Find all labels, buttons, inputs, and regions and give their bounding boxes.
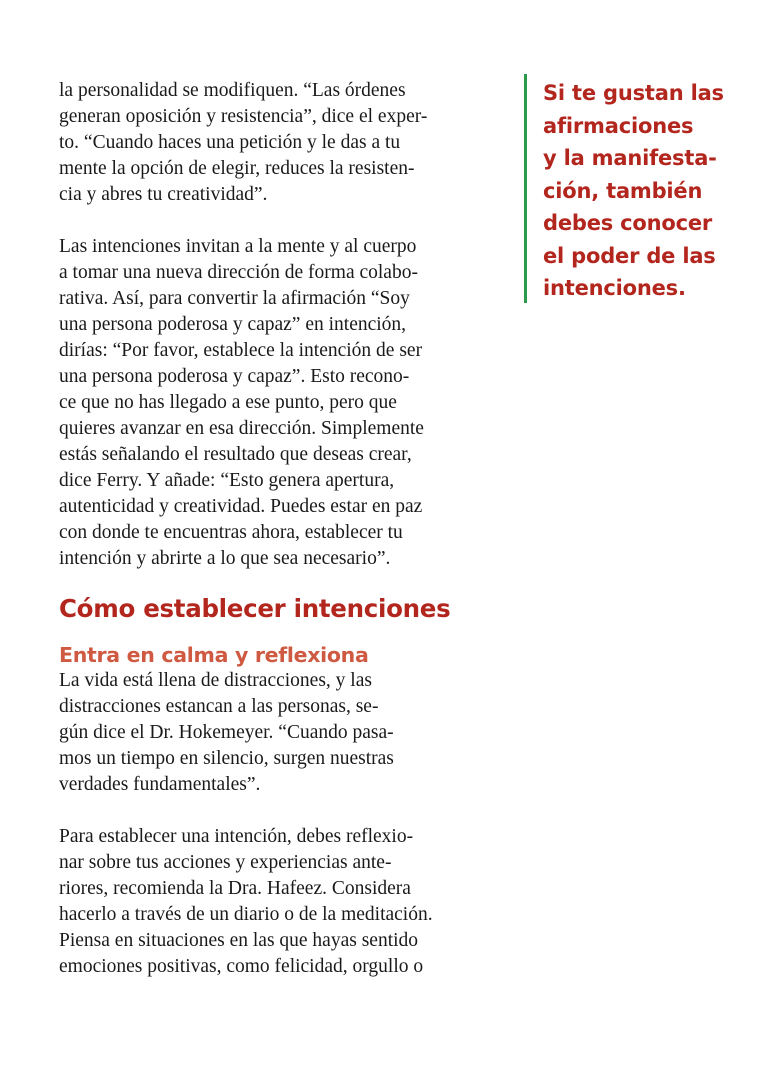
pull-quote: Si te gustan las afirmaciones y la manifesta- ción, también debes conocer el poder de las intenciones. bbox=[543, 81, 724, 300]
pull-quote-sidebar bbox=[524, 74, 747, 303]
section-heading: Cómo establecer intenciones bbox=[59, 594, 451, 623]
body-paragraph-3: La vida está llena de distracciones, y las distracciones estancan a las personas, se- gún dice el Dr. Hokemeyer. “Cuando pasa- mos un tiempo en silencio, surgen nuestras verdades fundamentales”. bbox=[59, 670, 394, 795]
article-body bbox=[59, 78, 501, 980]
body-paragraph-2: Las intenciones invitan a la mente y al cuerpo a tomar una nueva dirección de forma colabo- rativa. Así, para convertir la afirmación “Soy una persona poderosa y capaz” en intención, dirías: “Por favor, establece la intención de ser una persona poderosa y capaz”. Esto recono- ce que no has llegado a ese punto, pero que quieres avanzar en esa dirección. Simplemente estás señalando el resultado que deseas crear, dice Ferry. Y añade: “Esto genera apertura, autenticidad y creatividad. Puedes estar en paz con donde te encuentras ahora, establecer tu intención y abrirte a lo que sea necesario”. bbox=[59, 236, 424, 569]
subsection-heading: Entra en calma y reflexiona bbox=[59, 643, 369, 667]
body-paragraph-1: la personalidad se modifiquen. “Las órdenes generan oposición y resistencia”, dice el exper- to. “Cuando haces una petición y le das a tu mente la opción de elegir, reduces la resisten- cia y abres tu creatividad”. bbox=[59, 80, 428, 205]
body-paragraph-4: Para establecer una intención, debes reflexio- nar sobre tus acciones y experiencias ante- riores, recomienda la Dra. Hafeez. Considera hacerlo a través de un diario o de la meditación. Piensa en situaciones en las que hayas sentido emociones positivas, como felicidad, orgullo o bbox=[59, 826, 433, 977]
